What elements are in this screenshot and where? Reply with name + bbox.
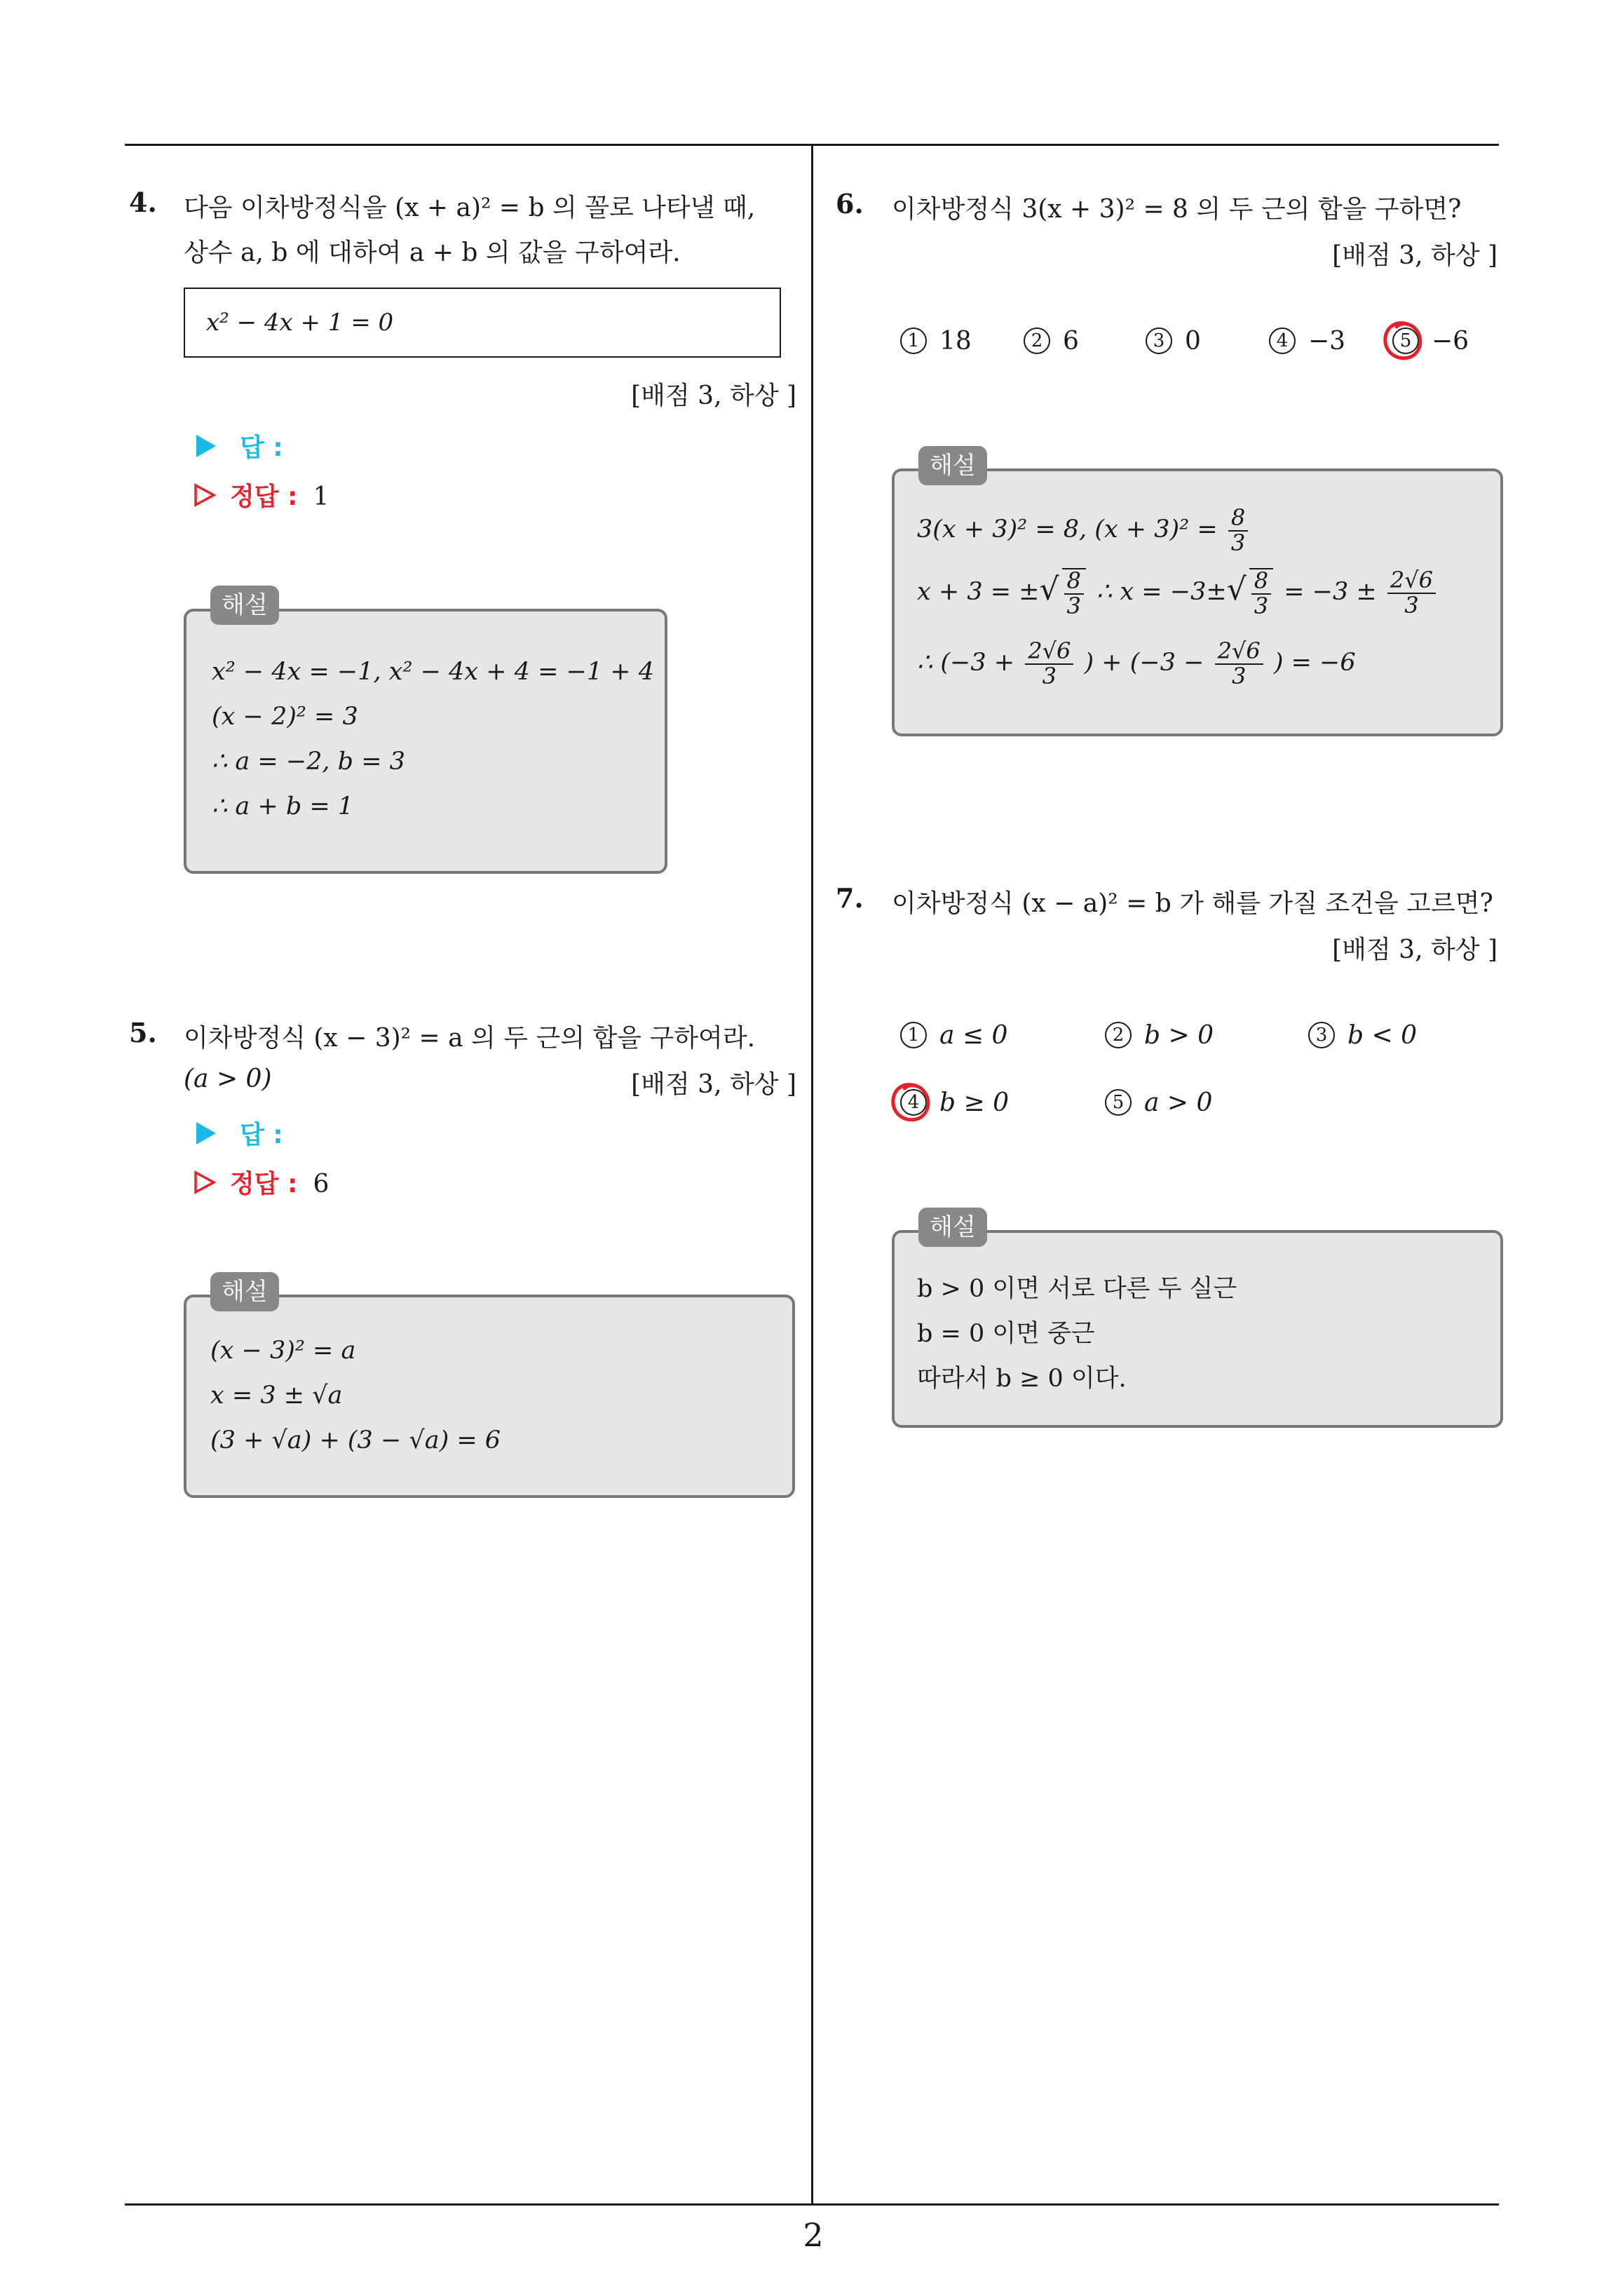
solution-text: = −3 ± xyxy=(1284,578,1377,607)
correct-label: 정답 : xyxy=(230,1170,298,1198)
solution-line-2 xyxy=(917,568,1439,618)
choice-text: 0 xyxy=(1185,327,1201,356)
choice-text: 6 xyxy=(1063,327,1079,356)
correct-answer-row xyxy=(193,1164,329,1200)
answer-label: 답 : xyxy=(240,1121,283,1149)
choice-text: b > 0 xyxy=(1144,1021,1214,1050)
denominator: 3 xyxy=(1230,529,1246,556)
choice-3[interactable] xyxy=(1308,1021,1417,1051)
solution-box xyxy=(184,1295,795,1498)
choice-mark: 5 xyxy=(1105,1089,1132,1116)
given-equation-box xyxy=(184,288,781,358)
choice-mark: 4 xyxy=(900,1089,927,1116)
choice-text: b ≥ 0 xyxy=(939,1088,1009,1117)
numerator: 8 xyxy=(1064,569,1084,595)
choice-text: −6 xyxy=(1432,327,1469,356)
fraction xyxy=(1228,506,1248,555)
score-meta: [배점 3, 하상 ] xyxy=(631,1070,796,1099)
choice-mark: 2 xyxy=(1105,1022,1132,1048)
question-number: 6. xyxy=(836,188,864,220)
question-text-line2: (a > 0) xyxy=(184,1065,272,1093)
given-equation: x² − 4x + 1 = 0 xyxy=(206,309,394,337)
numerator: 2√6 xyxy=(1387,569,1436,594)
numerator: 2√6 xyxy=(1025,640,1073,665)
choice-3[interactable] xyxy=(1146,327,1201,356)
question-text-line1: 이차방정식 3(x + 3)² = 8 의 두 근의 합을 구하면? xyxy=(892,195,1462,224)
choice-2[interactable] xyxy=(1105,1021,1214,1051)
correct-value: 6 xyxy=(313,1170,330,1198)
question-text-line1: 이차방정식 (x − 3)² = a 의 두 근의 합을 구하여라. xyxy=(184,1024,756,1053)
question-number: 4. xyxy=(129,187,157,218)
solution-line-3 xyxy=(917,637,1356,689)
choice-text: b < 0 xyxy=(1347,1021,1417,1050)
choice-mark: 1 xyxy=(900,1022,927,1048)
choice-text: 18 xyxy=(939,327,972,356)
choice-mark: 5 xyxy=(1392,327,1419,354)
question-number: 7. xyxy=(836,882,864,914)
fraction xyxy=(1025,637,1073,689)
choice-text: −3 xyxy=(1308,327,1346,356)
solution-box xyxy=(892,1230,1503,1428)
solution-tab: 해설 xyxy=(918,1208,987,1247)
answer-row xyxy=(196,1115,283,1151)
question-text-line1: 다음 이차방정식을 (x + a)² = b 의 꼴로 나타낼 때, xyxy=(184,194,756,222)
question-number: 5. xyxy=(129,1017,157,1048)
solution-line: x² − 4x = −1, x² − 4x + 4 = −1 + 4 xyxy=(212,658,654,686)
solution-line: b > 0 이면 서로 다른 두 실근 xyxy=(917,1275,1237,1303)
numerator: 8 xyxy=(1228,506,1248,532)
fraction xyxy=(1215,637,1263,689)
solution-text: ) + (−3 − xyxy=(1084,649,1204,677)
column-divider xyxy=(811,144,813,2206)
fraction xyxy=(1062,568,1086,618)
score-meta: [배점 3, 하상 ] xyxy=(1332,936,1498,964)
solution-line: (x − 3)² = a xyxy=(210,1337,356,1365)
correct-label: 정답 : xyxy=(230,482,298,511)
choice-1[interactable] xyxy=(900,327,972,356)
correct-value: 1 xyxy=(313,482,330,511)
solution-box xyxy=(184,609,667,874)
denominator: 3 xyxy=(1042,662,1057,689)
solution-line: b = 0 이면 중근 xyxy=(917,1320,1095,1348)
solution-line: x = 3 ± √a xyxy=(210,1382,343,1410)
choice-mark: 4 xyxy=(1269,327,1296,354)
solution-tab: 해설 xyxy=(210,586,279,625)
solution-text: ∴ x = −3± xyxy=(1096,578,1227,607)
question-text-line2: 상수 a, b 에 대하여 a + b 의 값을 구하여라. xyxy=(184,238,681,267)
solution-line: (3 + √a) + (3 − √a) = 6 xyxy=(210,1426,501,1454)
solution-tab: 해설 xyxy=(210,1272,279,1311)
play-outline-icon xyxy=(193,1170,216,1194)
fraction xyxy=(1387,569,1436,617)
answer-label: 답 : xyxy=(240,433,283,462)
score-meta: [배점 3, 하상 ] xyxy=(631,381,796,410)
choice-mark: 2 xyxy=(1024,327,1050,354)
choice-1[interactable] xyxy=(900,1021,1007,1051)
selected-choice-ring-icon xyxy=(1380,318,1429,365)
choice-mark: 3 xyxy=(1308,1022,1335,1048)
score-meta: [배점 3, 하상 ] xyxy=(1332,241,1498,270)
solution-text: x + 3 = ± xyxy=(917,578,1040,607)
play-icon xyxy=(196,1122,216,1144)
choice-text: a > 0 xyxy=(1144,1088,1213,1117)
page-number: 2 xyxy=(803,2216,824,2254)
fraction xyxy=(1249,568,1273,618)
denominator: 3 xyxy=(1066,592,1081,619)
choice-2[interactable] xyxy=(1024,327,1079,356)
solution-box xyxy=(892,468,1503,736)
denominator: 3 xyxy=(1404,591,1419,619)
solution-line: 따라서 b ≥ 0 이다. xyxy=(917,1365,1127,1393)
solution-tab: 해설 xyxy=(918,446,987,485)
numerator: 2√6 xyxy=(1215,640,1263,665)
solution-text: 3(x + 3)² = 8, (x + 3)² = xyxy=(917,515,1218,544)
solution-line-1 xyxy=(917,506,1251,555)
play-icon xyxy=(196,435,216,457)
correct-answer-row xyxy=(193,477,329,513)
sqrt-sign: √ xyxy=(1039,572,1059,608)
selected-choice-ring-icon xyxy=(888,1080,937,1126)
answer-row xyxy=(196,428,283,464)
solution-text: ∴ (−3 + xyxy=(917,649,1015,677)
numerator: 8 xyxy=(1251,569,1271,595)
choice-text: a ≤ 0 xyxy=(939,1021,1008,1050)
solution-text: ) = −6 xyxy=(1273,649,1356,677)
choice-mark: 1 xyxy=(900,327,927,354)
denominator: 3 xyxy=(1254,592,1269,619)
bottom-rule xyxy=(125,2203,1499,2206)
play-outline-icon xyxy=(193,483,216,507)
solution-line: ∴ a = −2, b = 3 xyxy=(212,748,405,776)
sqrt-sign: √ xyxy=(1226,572,1247,608)
choice-5[interactable] xyxy=(1105,1088,1212,1118)
question-text-line1: 이차방정식 (x − a)² = b 가 해를 가질 조건을 고르면? xyxy=(892,889,1493,918)
choice-mark: 3 xyxy=(1146,327,1172,354)
choice-4[interactable] xyxy=(1269,327,1345,356)
solution-line: (x − 2)² = 3 xyxy=(212,703,358,731)
solution-line: ∴ a + b = 1 xyxy=(212,792,354,821)
denominator: 3 xyxy=(1231,662,1247,689)
